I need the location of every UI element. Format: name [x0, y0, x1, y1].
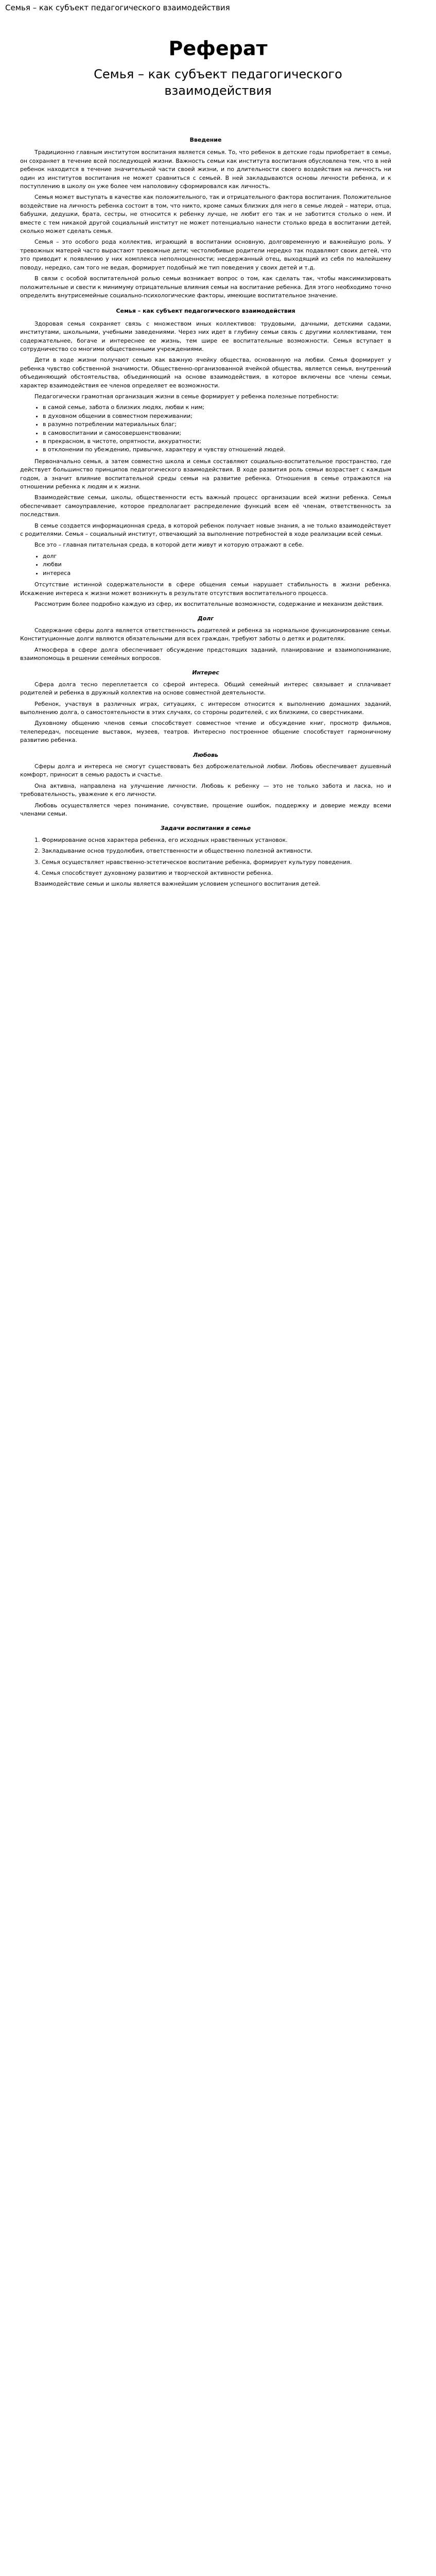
paragraph: Педагогически грамотная организация жизни в семье формирует у ребенка полезные потребности:	[34, 393, 339, 400]
list-item: • в отклонении по убеждению, привычке, характеру и чувству отношений людей.	[43, 446, 391, 454]
document-subtitle: Семья – как субъект педагогического взаимодействия	[94, 67, 342, 98]
list-item: • в прекрасном, в чистоте, опрятности, аккуратности;	[43, 437, 391, 446]
paragraph: Любовь осуществляется через понимание, сочувствие, прощение ошибок, поддержку и доверие между всеми членами семьи.	[20, 802, 391, 818]
list-item: • в разумно потреблении материальных благ;	[43, 420, 391, 429]
subsection-heading-interest: Интерес	[192, 669, 219, 676]
paragraph: Традиционно главным институтом воспитания является семья. То, что ребенок в детские годы приобретает в семье, он сохраняет в течение всей последующей жизни. Важность семьи как института воспитания обусловлена тем, что в ней ребенок находится в течение значительной части своей жизни, и по длительности своего воздействия на личность ни один из институтов воспитания не может сравниться с семьей. В ней закладываются основы личности ребенка, и к поступлению в школу он уже более чем наполовину сформировался как личность.	[20, 149, 391, 190]
window-title: Семья – как субъект педагогического взаимодействия	[5, 3, 230, 12]
paragraph: Первоначально семья, а затем совместно школа и семья составляют социально-воспитательное пространство, где действует большинство принципов педагогического взаимодействия. В ходе развития роль семьи возрастает с каждым годом, а значит влияние воспитательной среды семьи на развитие ребенка. Отношения в семье отражаются на отношении ребенка к людям и к жизни.	[20, 457, 391, 490]
paragraph: Содержание сферы долга является ответственность родителей и ребенка за нормальное функционирование семьи. Конституционные долги являются обязательными для всех граждан, требуют заботы о детях и родителях.	[20, 626, 391, 642]
paragraph: Все это – главная питательная среда, в которой дети живут и которую отражают в себе.	[34, 541, 304, 549]
paragraph: В связи с особой воспитательной ролью семьи возникает вопрос о том, как сделать так, чтобы максимизировать положительные и свести к минимуму отрицательные влияния семьи на воспитание ребенка. Для этого необходимо точно определить внутрисемейные социально-психологические факторы, имеющие воспитательное значение.	[20, 275, 391, 299]
section-heading-intro: Введение	[189, 137, 222, 143]
paragraph: Рассмотрим более подробно каждую из сфер, их воспитательные возможности, содержание и механизм действия.	[34, 600, 384, 607]
paragraph: Здоровая семья сохраняет связь с множеством иных коллективов: трудовыми, дачными, детскими садами, институтами, школьными, учебными заведениями. Через них идет в глубину семьи связь с другими коллективами, тем содержательнее, богаче и интереснее ее жизнь, тем шире ее воспитательные возможности. Семья вступает в сотрудничество со многими общественными учреждениями.	[20, 320, 391, 352]
subsection-heading-love: Любовь	[193, 751, 218, 758]
paragraph: Ребенок, участвуя в различных играх, ситуациях, с интересом относится к выполнению домашних заданий, выполнению долга, о самостоятельности в этих случаях, со стороны родителей, с их близкими, со сверстниками.	[20, 700, 391, 716]
paragraph: Духовному общению членов семьи способствует совместное чтение и обсуждение книг, просмотр фильмов, телепередач, посещение выставок, музеев, театров. Интересно построенное общение способствует гармоничному развитию ребенка.	[20, 720, 391, 744]
list-item: • долг	[43, 552, 391, 561]
paragraph: Она активна, направлена на улучшение личности. Любовь к ребенку — это не только забота и ласка, но и требовательность, уважение к его личности.	[20, 782, 391, 798]
paragraph: Сфера долга тесно переплетается со сферой интереса. Общий семейный интерес связывает и сплачивает родителей и ребенка в дружный коллектив на основе совместной деятельности.	[20, 681, 391, 697]
paragraph: Семья – это особого рода коллектив, играющий в воспитании основную, долговременную и важнейшую роль. У тревожных матерей часто вырастают тревожные дети; честолюбивые родители нередко так подавляют своих детей, что это приводит к появлению у них комплекса неполноценности; несдержанный отец, выходящий из себя по малейшему поводу, нередко, сам того не ведая, формирует подобный же тип поведения у своих детей и т.д.	[20, 239, 391, 271]
list-item: • любви	[43, 561, 391, 569]
spheres-list	[20, 552, 391, 578]
paragraph: Дети в ходе жизни получают семью как важную ячейку общества, основанную на любви. Семья формирует у ребенка чувство собственной значимости. Общественно-организованной ячейкой общества, является семья, внутренний объединяющий обстоятельства, объединяющий на основе взаимодействия, в которое включены все члены семьи, характер взаимодействия ее членов определяет ее возможности.	[20, 357, 391, 389]
paragraph: В семье создается информационная среда, в которой ребенок получает новые знания, а не только взаимодействует с родителями. Семья – социальный институт, отвечающий за выполнение потребностей в ходе реализации всей семьи.	[20, 522, 391, 538]
document-title: Реферат	[168, 37, 268, 60]
document	[0, 0, 436, 891]
paragraph: Семья может выступать в качестве как положительного, так и отрицательного фактора воспитания. Положительное воздействие на личность ребенка состоит в том, что никто, кроме самых близких для него в семье людей – матери, отца, бабушки, дедушки, брата, сестры, не относится к ребенку лучше, не любит его так и не заботится столько о нем. И вместе с тем никакой другой социальный институт не может потенциально нанести столько вреда в воспитании детей, сколько может сделать семья.	[20, 194, 391, 235]
paragraph: Взаимодействие семьи и школы является важнейшим условием успешного воспитания детей.	[34, 880, 321, 888]
paragraph: 2. Закладывание основ трудолюбия, ответственности и общественно полезной активности.	[34, 848, 312, 855]
paragraph: Атмосфера в сфере долга обеспечивает обсуждение предстоящих заданий, планирование и взаимопонимание, взаимопомощь в решении семейных вопросов.	[20, 646, 391, 662]
paragraph: Отсутствие истинной содержательности в сфере общения семьи нарушает стабильность в жизни ребенка. Искажение интереса к жизни может возникнуть в результате отсутствия воспитательного процесса.	[20, 581, 391, 597]
list-item: • интереса	[43, 569, 391, 578]
subsection-heading-tasks: Задачи воспитания в семье	[160, 825, 251, 832]
paragraph: Взаимодействие семьи, школы, общественности есть важный процесс организации всей жизни ребенка. Семья обеспечивает самоуправление, которое предполагает распределение функций всем её членам, ответственность за последствия.	[20, 494, 391, 518]
list-item: • в самой семье, забота о близких людях, любви к ним;	[43, 403, 391, 412]
document-body	[20, 136, 391, 889]
list-item: • в самовоспитании и самосовершенствовании;	[43, 429, 391, 437]
paragraph: 3. Семья осуществляет нравственно-эстетическое воспитание ребенка, формирует культуру поведения.	[34, 858, 352, 866]
paragraph: 1. Формирование основ характера ребенка, его исходных нравственных установок.	[34, 836, 288, 843]
paragraph: 4. Семья способствует духовному развитию и творческой активности ребенка.	[34, 870, 273, 877]
section-heading-main: Семья – как субъект педагогического взаимодействия	[116, 308, 295, 315]
list-item: • в духовном общении в совместном переживании;	[43, 412, 391, 420]
subsection-heading-duty: Долг	[197, 615, 214, 622]
paragraph: Сферы долга и интереса не смогут существовать без доброжелательной любви. Любовь обеспечивает душевный комфорт, приносит в семью радость и счастье.	[20, 763, 391, 778]
needs-list	[20, 403, 391, 454]
